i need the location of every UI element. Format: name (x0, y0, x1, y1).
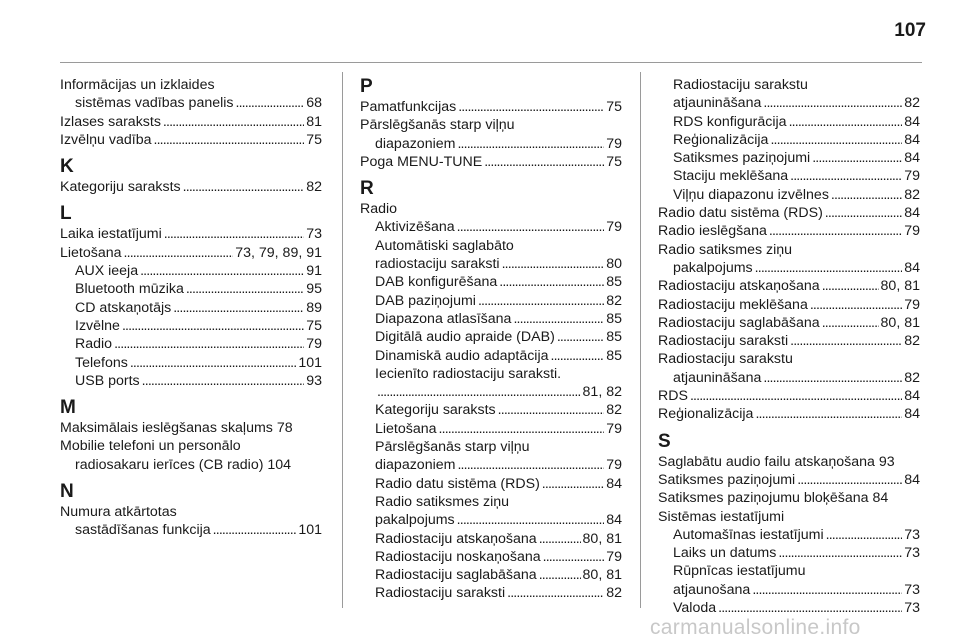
index-entry-label: Radiostaciju meklēšana (658, 296, 808, 313)
index-entry (658, 599, 920, 617)
leader-dots (790, 167, 902, 185)
index-entry (360, 511, 622, 529)
index-entry-label: Informācijas un izklaides (60, 77, 215, 93)
index-entry-label: Radio satiksmes ziņu (375, 493, 510, 510)
leader-dots (690, 387, 902, 405)
index-entry (360, 98, 622, 116)
index-entry-label: Bluetooth mūzika (75, 281, 184, 298)
index-entry-label: pakalpojums (375, 512, 455, 529)
index-entry-label: Radiostaciju saglabāšana (658, 314, 820, 331)
index-entry-label: Satiksmes paziņojumu bloķēšana 84 (658, 490, 889, 507)
index-entry-page[interactable]: 73 (306, 226, 322, 243)
index-entry (360, 273, 622, 291)
index-entry-label: Numura atkārtotas (60, 504, 177, 521)
leader-dots (542, 475, 604, 493)
index-entry (658, 241, 920, 259)
index-entry-label: Izvēlne (75, 317, 120, 334)
index-entry-page[interactable]: 91 (306, 263, 322, 280)
leader-dots (163, 113, 304, 131)
leader-dots (752, 581, 902, 599)
index-entry-page[interactable]: 101 (298, 354, 322, 371)
index-entry (658, 526, 920, 544)
index-entry-page[interactable]: 73 (904, 581, 920, 598)
index-entry-page[interactable]: 79 (606, 457, 622, 474)
index-entry-label: Radiostaciju saraksti (658, 333, 789, 350)
leader-dots (124, 244, 234, 262)
index-entry-page[interactable]: 81 (306, 113, 322, 130)
leader-dots (789, 113, 903, 131)
index-entry (60, 244, 322, 262)
index-entry-label: radiostaciju saraksti (375, 256, 500, 273)
index-entry (360, 328, 622, 346)
index-entry-label: Laiks un datums (673, 545, 777, 562)
index-letter-heading: K (60, 156, 74, 178)
leader-dots (763, 94, 902, 112)
index-entry-label: atjaunošana (673, 581, 751, 598)
index-entry-page[interactable]: 82 (606, 292, 622, 309)
index-entry (360, 237, 622, 255)
index-entry-page[interactable]: 80, 81 (880, 278, 920, 295)
leader-dots (755, 405, 902, 423)
index-entry-page[interactable]: 84 (904, 131, 920, 148)
index-entry-page[interactable]: 82 (606, 402, 622, 419)
leader-dots (154, 131, 305, 149)
leader-dots (502, 255, 605, 273)
index-entry (360, 401, 622, 419)
index-entry (60, 225, 322, 243)
index-entry (360, 347, 622, 365)
index-entry-page[interactable]: 79 (904, 296, 920, 313)
index-entry-label: Radiostaciju saglabāšana (375, 567, 537, 584)
leader-dots (513, 310, 604, 328)
leader-dots (122, 317, 304, 335)
index-entry (658, 453, 920, 471)
leader-dots (458, 98, 604, 116)
index-entry (360, 438, 622, 456)
index-entry-label: Satiksmes paziņojumi (673, 150, 811, 167)
index-entry (658, 94, 920, 112)
index-entry (60, 317, 322, 335)
index-entry-page[interactable]: 80, 81 (582, 530, 622, 547)
index-entry (658, 544, 920, 562)
leader-dots (822, 314, 879, 332)
index-entry (658, 332, 920, 350)
index-entry-label: Izlases saraksts (60, 113, 161, 130)
index-entry (658, 277, 920, 295)
leader-dots (142, 372, 305, 390)
index-entry (360, 475, 622, 493)
page-number: 107 (894, 20, 926, 41)
index-entry-page[interactable]: 79 (904, 168, 920, 185)
index-entry-label: Radio (75, 336, 113, 353)
index-entry-label: Pārslēgšanās starp viļņu (375, 439, 530, 456)
index-entry-label: sistēmas vadības panelis (75, 95, 234, 112)
index-entry (360, 153, 622, 171)
index-entry (60, 94, 322, 112)
index-entry-label: USB ports (75, 372, 140, 389)
index-entry-page[interactable]: 85 (606, 347, 622, 364)
index-letter-heading: P (360, 76, 373, 97)
index-entry (658, 489, 920, 507)
index-entry (360, 135, 622, 153)
index-entry (658, 296, 920, 314)
leader-dots (478, 292, 604, 310)
index-entry-page[interactable]: 101 (298, 522, 322, 539)
index-entry-page[interactable]: 75 (606, 99, 622, 115)
index-entry-page[interactable]: 84 (904, 150, 920, 167)
index-entry-label: Reģionalizācija (673, 131, 769, 148)
index-entry-page[interactable]: 80, 81 (880, 314, 920, 331)
column-divider (342, 72, 343, 608)
index-entry-page[interactable]: 75 (306, 131, 322, 148)
index-entry-label: Iecienīto radiostaciju saraksti. (375, 365, 562, 382)
index-column-1 (60, 76, 322, 540)
leader-dots (499, 273, 604, 291)
index-entry-label: RDS (658, 388, 688, 405)
index-entry-label: Saglabātu audio failu atskaņošana 93 (658, 453, 895, 470)
index-entry-label: sastādīšanas funkcija (75, 522, 211, 539)
index-entry-page[interactable]: 79 (606, 219, 622, 236)
index-entry (658, 149, 920, 167)
leader-dots (377, 383, 581, 401)
leader-dots (173, 299, 304, 317)
index-entry-page[interactable]: 81, 82 (582, 384, 622, 401)
index-entry (658, 405, 920, 423)
index-entry-label: Staciju meklēšana (673, 168, 789, 185)
index-entry-label: atjaunināšana (673, 369, 762, 386)
index-entry (360, 566, 622, 584)
index-entry-page[interactable]: 73 (904, 526, 920, 543)
index-entry-label: Digitālā audio apraide (DAB) (375, 329, 555, 346)
leader-dots (457, 218, 605, 236)
index-entry (60, 437, 322, 455)
index-entry-page[interactable]: 82 (306, 179, 322, 196)
index-entry (60, 280, 322, 298)
leader-dots (484, 153, 604, 171)
leader-dots (778, 544, 902, 562)
index-entry (360, 456, 622, 474)
index-entry-label: Valoda (673, 600, 717, 617)
index-entry-label: Lietošana (60, 244, 122, 261)
index-entry (658, 259, 920, 277)
index-entry-label: CD atskaņotājs (75, 299, 172, 316)
index-entry (658, 471, 920, 489)
index-entry-label: Radio datu sistēma (RDS) (375, 475, 540, 492)
index-entry-page[interactable]: 75 (606, 153, 622, 170)
index-entry (360, 365, 622, 383)
leader-dots (822, 277, 879, 295)
index-entry (360, 584, 622, 602)
index-entry (60, 372, 322, 390)
index-entry (658, 204, 920, 222)
index-entry (658, 131, 920, 149)
leader-dots (551, 347, 605, 365)
index-entry (60, 419, 322, 437)
leader-dots (810, 296, 902, 314)
index-letter-heading: L (60, 203, 72, 225)
index-entry-label: Reģionalizācija (658, 406, 754, 423)
leader-dots (718, 599, 902, 617)
index-entry-page[interactable]: 84 (904, 205, 920, 222)
index-entry-page[interactable]: 84 (606, 512, 622, 529)
index-entry-label: radiosakaru ierīces (CB radio) 104 (75, 456, 292, 473)
index-entry-page[interactable]: 79 (904, 223, 920, 240)
index-entry-label: RDS konfigurācija (673, 113, 787, 130)
index-entry-label: Izvēlņu vadība (60, 131, 152, 148)
leader-dots (457, 511, 605, 529)
index-entry-label: Rūpnīcas iestatījumu (673, 563, 806, 580)
index-entry (60, 335, 322, 353)
index-entry-page[interactable]: 85 (606, 329, 622, 346)
index-letter-heading: R (360, 178, 374, 200)
index-entry-page[interactable]: 95 (306, 281, 322, 298)
leader-dots (457, 135, 604, 153)
leader-dots (770, 131, 902, 149)
index-entry-page[interactable]: 79 (606, 420, 622, 437)
leader-dots (457, 456, 604, 474)
index-entry-label: Mobilie telefoni un personālo (60, 438, 241, 455)
index-entry (658, 76, 920, 94)
leader-dots (186, 280, 304, 298)
index-entry-label: Radio ieslēgšana (658, 223, 767, 240)
index-entry (360, 116, 622, 134)
index-entry-page[interactable]: 82 (904, 186, 920, 203)
leader-dots (164, 225, 304, 243)
index-column-3 (658, 76, 920, 617)
leader-dots (790, 332, 902, 350)
index-entry (360, 493, 622, 511)
index-entry-label: Automātiski saglabāto (375, 237, 514, 254)
index-entry (60, 131, 322, 149)
index-entry (60, 76, 322, 94)
index-entry-label: Automašīnas iestatījumi (673, 526, 824, 543)
index-letter-heading: M (60, 397, 76, 419)
index-entry-label: Radiostaciju atskaņošana (375, 530, 537, 547)
index-entry (60, 178, 322, 196)
index-entry-page[interactable]: 79 (306, 336, 322, 353)
index-entry-label: AUX ieeja (75, 263, 139, 280)
index-entry-page[interactable]: 84 (904, 259, 920, 276)
index-entry-label: Diapazona atlasīšana (375, 310, 512, 327)
index-entry-page[interactable]: 82 (606, 585, 622, 602)
index-entry-label: Aktivizēšana (375, 219, 455, 236)
index-column-2 (360, 76, 622, 603)
index-entry (658, 369, 920, 387)
index-entry-label: Radiostaciju saraksti (375, 585, 506, 602)
leader-dots (825, 204, 902, 222)
index-entry-page[interactable]: 85 (606, 274, 622, 291)
index-entry-label: Radiostaciju noskaņošana (375, 548, 541, 565)
leader-dots (557, 328, 604, 346)
leader-dots (183, 178, 305, 196)
index-entry (658, 581, 920, 599)
index-letter-heading: N (60, 481, 74, 503)
index-entry-label: Laika iestatījumi (60, 226, 162, 243)
header-rule (60, 62, 922, 63)
leader-dots (507, 584, 604, 602)
index-entry (658, 387, 920, 405)
leader-dots (539, 566, 581, 584)
index-entry-page[interactable]: 79 (606, 548, 622, 565)
index-entry (360, 420, 622, 438)
leader-dots (130, 354, 296, 372)
index-entry (60, 521, 322, 539)
index-entry-label: Kategoriju saraksts (375, 402, 496, 419)
index-entry-page[interactable]: 73, 79, 89, 91 (235, 244, 322, 261)
index-entry-page[interactable]: 84 (606, 475, 622, 492)
leader-dots (755, 259, 903, 277)
leader-dots (114, 335, 304, 353)
index-entry-page[interactable]: 80, 81 (582, 567, 622, 584)
index-entry-label: Maksimālais ieslēgšanas skaļums 78 (60, 420, 293, 437)
index-entry-page[interactable]: 89 (306, 299, 322, 316)
index-entry (658, 186, 920, 204)
index-entry-page[interactable]: 82 (904, 333, 920, 350)
leader-dots (140, 262, 304, 280)
index-entry-page[interactable]: 84 (904, 113, 920, 130)
index-entry-label: Radiostaciju sarakstu (673, 77, 808, 93)
leader-dots (539, 530, 581, 548)
leader-dots (543, 548, 605, 566)
index-entry (360, 383, 622, 401)
watermark: carmanualsonline.info (650, 616, 861, 639)
index-entry-label: DAB konfigurēšana (375, 274, 498, 291)
index-entry (60, 113, 322, 131)
index-entry (60, 262, 322, 280)
index-entry-label: Dinamiskā audio adaptācija (375, 347, 549, 364)
index-entry-label: Telefons (75, 354, 128, 371)
index-entry (658, 562, 920, 580)
index-entry (658, 350, 920, 368)
index-entry (658, 508, 920, 526)
index-entry-label: Radio datu sistēma (RDS) (658, 205, 823, 222)
index-entry-label: Kategoriju saraksts (60, 179, 181, 196)
index-entry-label: Radio (360, 201, 398, 218)
index-entry-page[interactable]: 84 (904, 406, 920, 423)
index-entry (60, 354, 322, 372)
leader-dots (826, 526, 903, 544)
index-entry (360, 218, 622, 236)
index-entry (658, 222, 920, 240)
index-entry-page[interactable]: 85 (606, 310, 622, 327)
index-entry-page[interactable]: 82 (904, 95, 920, 112)
index-entry (658, 314, 920, 332)
index-letter-heading: S (658, 430, 671, 452)
index-entry-page[interactable]: 82 (904, 369, 920, 386)
index-entry-page[interactable]: 79 (606, 135, 622, 152)
index-entry-page[interactable]: 75 (306, 317, 322, 334)
index-entry-label: pakalpojums (673, 259, 753, 276)
leader-dots (213, 521, 297, 539)
index-entry-label: diapazoniem (375, 457, 456, 474)
leader-dots (236, 94, 305, 112)
index-entry-page[interactable]: 80 (606, 256, 622, 273)
index-entry (658, 113, 920, 131)
index-entry (360, 255, 622, 273)
leader-dots (769, 222, 902, 240)
index-entry-label: diapazoniem (375, 135, 456, 152)
index-entry-page[interactable]: 68 (306, 95, 322, 112)
index-entry (360, 200, 622, 218)
index-entry-label: Radiostaciju atskaņošana (658, 278, 820, 295)
index-entry (60, 456, 322, 474)
index-entry-label: Poga MENU-TUNE (360, 153, 483, 170)
index-entry-label: Radio satiksmes ziņu (658, 241, 793, 258)
index-entry-page[interactable]: 73 (904, 545, 920, 562)
index-entry (360, 548, 622, 566)
leader-dots (812, 149, 902, 167)
leader-dots (797, 471, 902, 489)
index-entry (360, 292, 622, 310)
index-entry-label: Pārslēgšanās starp viļņu (360, 117, 515, 134)
leader-dots (439, 420, 605, 438)
index-entry (360, 310, 622, 328)
index-entry-label: Radiostaciju sarakstu (658, 351, 793, 368)
leader-dots (763, 369, 902, 387)
index-entry-label: Sistēmas iestatījumi (658, 508, 785, 525)
index-entry-label: Viļņu diapazonu izvēlnes (673, 186, 829, 203)
index-entry-label: Pamatfunkcijas (360, 99, 457, 115)
index-entry-page[interactable]: 93 (306, 372, 322, 389)
column-divider (640, 72, 641, 608)
index-entry-label: Lietošana (375, 420, 437, 437)
index-entry (360, 530, 622, 548)
leader-dots (831, 186, 902, 204)
index-entry-label: Satiksmes paziņojumi (658, 471, 796, 488)
index-entry-page[interactable]: 84 (904, 471, 920, 488)
index-entry-page[interactable]: 84 (904, 388, 920, 405)
index-entry-label: DAB paziņojumi (375, 292, 476, 309)
index-entry (60, 299, 322, 317)
index-entry-label: atjaunināšana (673, 95, 762, 112)
index-entry (658, 167, 920, 185)
leader-dots (498, 401, 605, 419)
index-entry (60, 503, 322, 521)
index-entry-page[interactable]: 73 (904, 600, 920, 617)
